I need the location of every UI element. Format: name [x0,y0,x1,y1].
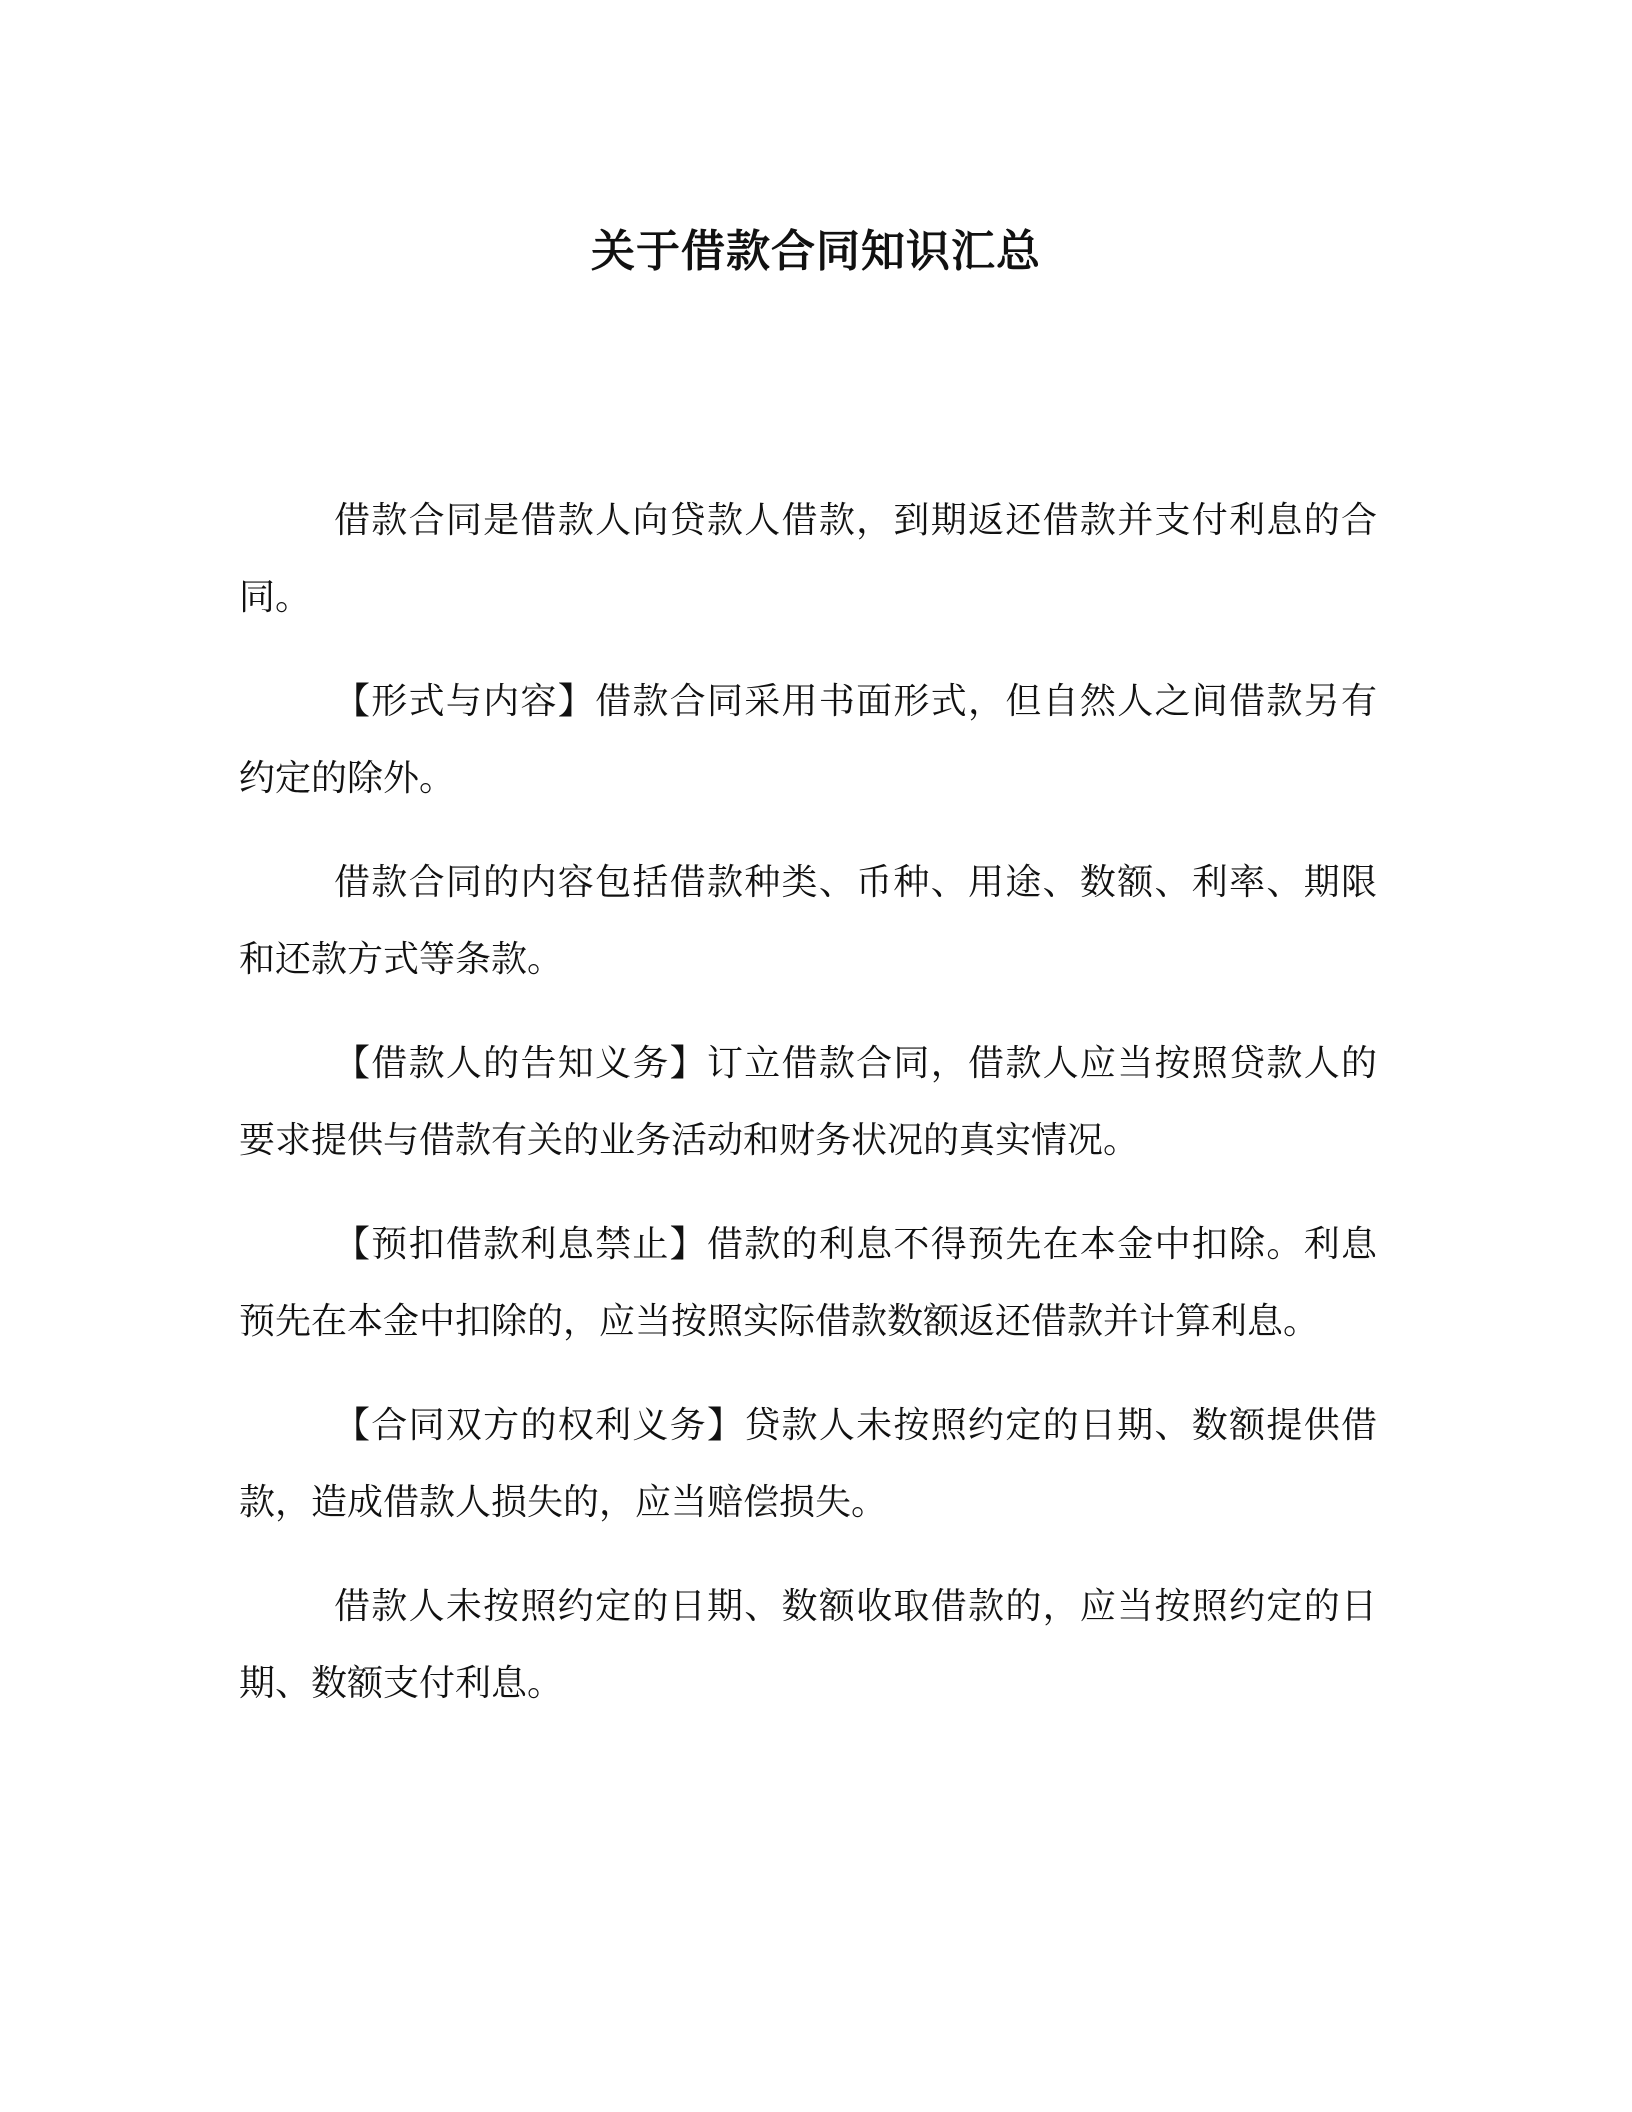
paragraph-definition: 借款合同是借款人向贷款人借款，到期返还借款并支付利息的合同。 [239,500,1377,618]
paragraph-borrower-interest: 借款人未按照约定的日期、数额收取借款的，应当按照约定的日期、数额支付利息。 [239,1586,1377,1704]
paragraph-form-and-content: 【形式与内容】借款合同采用书面形式，但自然人之间借款另有约定的除外。 [239,681,1377,799]
document-body [239,482,1377,1749]
paragraph-rights-obligations: 【合同双方的权利义务】贷款人未按照约定的日期、数额提供借款，造成借款人损失的，应当赔偿损失。 [239,1405,1377,1523]
paragraph-interest-deduction: 【预扣借款利息禁止】借款的利息不得预先在本金中扣除。利息预先在本金中扣除的，应当按照实际借款数额返还借款并计算利息。 [239,1224,1377,1342]
document-title: 关于借款合同知识汇总 [591,226,1041,277]
paragraph-disclosure-duty: 【借款人的告知义务】订立借款合同，借款人应当按照贷款人的要求提供与借款有关的业务活动和财务状况的真实情况。 [239,1043,1377,1161]
paragraph-contract-terms: 借款合同的内容包括借款种类、币种、用途、数额、利率、期限和还款方式等条款。 [239,862,1377,980]
